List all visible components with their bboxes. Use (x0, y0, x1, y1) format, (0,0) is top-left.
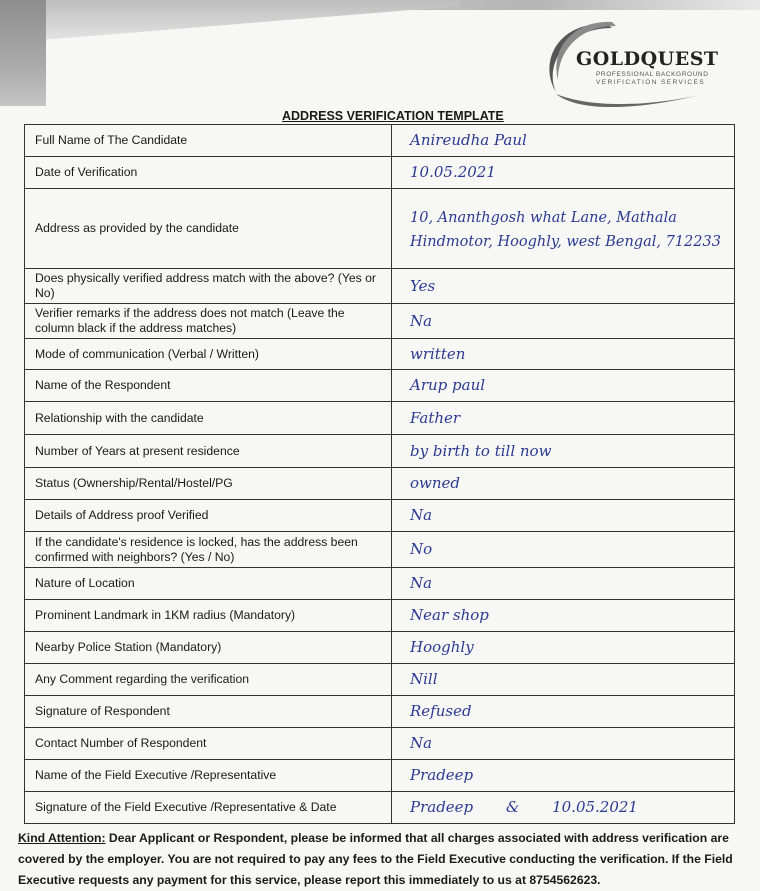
field-label: Signature of Respondent (25, 696, 392, 728)
field-value: Pradeep (392, 760, 735, 792)
field-value: owned (392, 468, 735, 500)
scan-shadow-left (0, 0, 46, 106)
table-row (25, 370, 735, 402)
goldquest-logo (536, 18, 736, 110)
field-label: Mode of communication (Verbal / Written) (25, 339, 392, 370)
field-value: Anireudha Paul (392, 125, 735, 157)
field-value: 10.05.2021 (392, 157, 735, 189)
field-label: Details of Address proof Verified (25, 500, 392, 532)
field-label: Name of the Field Executive /Representative (25, 760, 392, 792)
field-value: Nill (392, 664, 735, 696)
field-value: Hooghly (392, 632, 735, 664)
table-row (25, 664, 735, 696)
field-value: Na (392, 728, 735, 760)
field-label: Does physically verified address match with the above? (Yes or No) (25, 269, 392, 304)
field-label: Nearby Police Station (Mandatory) (25, 632, 392, 664)
field-value: Na (392, 304, 735, 339)
address-value: 10, Ananthgosh what Lane, Mathala Hindmotor, Hooghly, west Bengal, 712233 (410, 209, 721, 250)
table-row (25, 435, 735, 468)
attention-text: Dear Applicant or Respondent, please be informed that all charges associated with address verification are covered by the employer. You are not required to pay any fees to the Field Executive conducting the verification. If the Field Executive requests any payment for this service, please report this immediately to us at 8754562623. (18, 831, 733, 887)
field-label: Nature of Location (25, 568, 392, 600)
field-label: Full Name of The Candidate (25, 125, 392, 157)
table-row (25, 632, 735, 664)
field-value: written (392, 339, 735, 370)
signature-date: 10.05.2021 (552, 798, 638, 816)
logo-tagline: VERIFICATION SERVICES (596, 79, 705, 86)
table-row (25, 157, 735, 189)
table-row (25, 269, 735, 304)
field-label: Any Comment regarding the verification (25, 664, 392, 696)
field-label: Signature of the Field Executive /Representative & Date (25, 792, 392, 824)
field-label: Status (Ownership/Rental/Hostel/PG (25, 468, 392, 500)
page-title: ADDRESS VERIFICATION TEMPLATE (282, 109, 504, 123)
table-row (25, 402, 735, 435)
field-value: No (392, 532, 735, 568)
table-row (25, 500, 735, 532)
field-value: Father (392, 402, 735, 435)
table-row (25, 125, 735, 157)
scan-shadow-wedge (40, 0, 460, 40)
field-value: by birth to till now (392, 435, 735, 468)
field-value: Refused (392, 696, 735, 728)
field-label: Date of Verification (25, 157, 392, 189)
attention-heading: Kind Attention: (18, 831, 106, 845)
field-label: Verifier remarks if the address does not match (Leave the column black if the address matches) (25, 304, 392, 339)
field-value (392, 189, 735, 269)
table-row (25, 568, 735, 600)
field-label: Address as provided by the candidate (25, 189, 392, 269)
logo-tagline: PROFESSIONAL BACKGROUND (596, 71, 709, 78)
table-row (25, 304, 735, 339)
field-value: Arup paul (392, 370, 735, 402)
verification-table (24, 124, 735, 824)
field-label: Name of the Respondent (25, 370, 392, 402)
field-value: Na (392, 500, 735, 532)
table-row (25, 600, 735, 632)
field-value: Na (392, 568, 735, 600)
field-label: Number of Years at present residence (25, 435, 392, 468)
executive-signature: Pradeep (410, 798, 474, 816)
field-value: Yes (392, 269, 735, 304)
field-label: Contact Number of Respondent (25, 728, 392, 760)
table-row (25, 728, 735, 760)
table-row (25, 760, 735, 792)
ampersand: & (505, 798, 520, 816)
table-row (25, 189, 735, 269)
field-value: Near shop (392, 600, 735, 632)
table-row (25, 532, 735, 568)
table-row (25, 792, 735, 824)
field-value (392, 792, 735, 824)
field-label: Prominent Landmark in 1KM radius (Mandatory) (25, 600, 392, 632)
table-row (25, 339, 735, 370)
table-row (25, 468, 735, 500)
table-row (25, 696, 735, 728)
attention-note (18, 828, 742, 891)
field-label: If the candidate's residence is locked, has the address been confirmed with neighbors? (Yes / No) (25, 532, 392, 568)
field-label: Relationship with the candidate (25, 402, 392, 435)
logo-name: GOLDQUEST (576, 48, 719, 70)
